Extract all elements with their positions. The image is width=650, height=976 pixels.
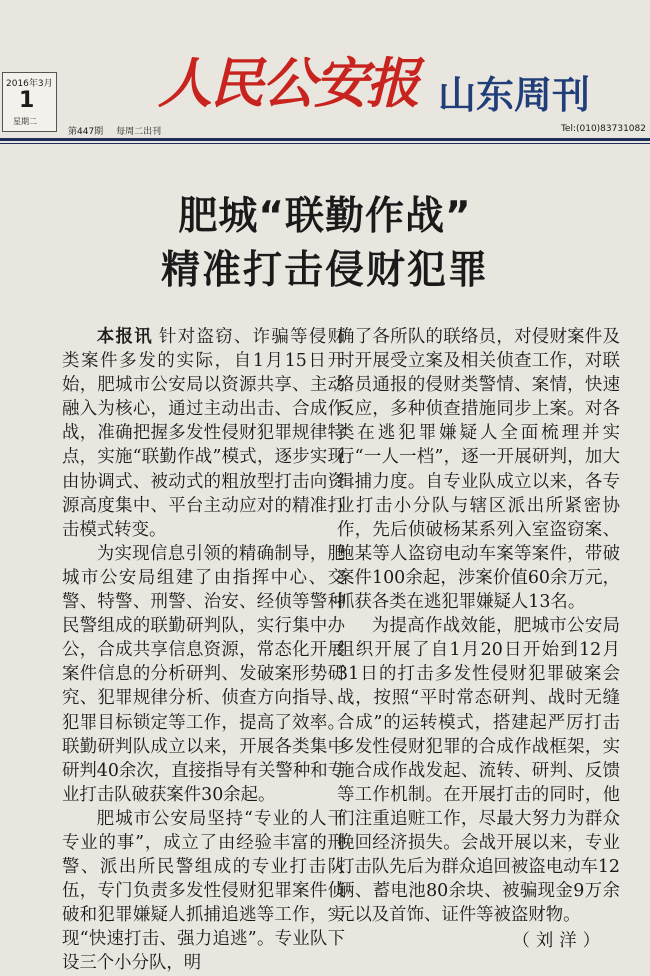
issue-info — [68, 124, 171, 137]
masthead-rule-thin — [0, 143, 650, 144]
headline-line-2: 精准打击侵财犯罪 — [160, 248, 489, 293]
paragraph-3-continued: 确了各所队的联络员，对侵财案件及时开展受立案及相关侦查工作，对联络员通报的侵财类警情、案情，快速反应，多种侦查措施同步上案。对各类在逃犯罪嫌疑人全面梳理并实行“一人一档”，逐一开展研判，加大缉捕力度。自专业队成立以来，各专业打击小分队与辖区派出所紧密协作，先后侦破杨某系列入室盗窃案、鲍某等人盗窃电动车案等案件，带破案件100余起，涉案价值60余万元，抓获各类在逃犯罪嫌疑人13名。 — [337, 327, 620, 613]
issue-number: 第447期 — [68, 127, 104, 137]
paragraph-2: 为实现信息引领的精确制导，肥城市公安局组建了由指挥中心、交警、特警、刑警、治安、经侦等警种民警组成的联勤研判队，实行集中办公，合成共享信息资源，常态化开展案件信息的分析研判、发破案形势研究、犯罪规律分析、侦查方向指导、犯罪目标锁定等工作，提高了效率。联勤研判队成立以来，开展各类集中研判40余次，直接指导有关警种和专业打击队破获案件30余起。 — [62, 543, 345, 805]
edition-title: 山东周刊 — [438, 73, 591, 117]
issue-frequency: 每周二出刊 — [116, 127, 162, 137]
paragraph-1 — [62, 325, 345, 542]
paragraph-1-text: 针对盗窃、诈骗等侵财类案件多发的实际，自1月15日开始，肥城市公安局以资源共享、主动融入为核心，通过主动出击、合成作战，准确把握多发性侵财犯罪规律特点，实施“联勤作战”模式，逐步实现由协调式、被动式的粗放型打击向资源高度集中、平台主动应对的精准打击模式转变。 — [62, 327, 345, 540]
paragraph-3: 肥城市公安局坚持“专业的人干专业的事”，成立了由经验丰富的刑警、派出所民警组成的专业打击队伍，专门负责多发性侵财犯罪案件侦破和犯罪嫌疑人抓捕追逃等工作，实现“快速打击、强力追逃”。专业队下设三个小分队，明 — [62, 808, 345, 974]
byline: （刘洋） — [512, 931, 606, 952]
date-year-month: 2016年3月 — [6, 79, 53, 89]
article-column-right — [337, 325, 620, 953]
paragraph-4: 为提高作战效能，肥城市公安局组织开展了自1月20日开始到12月31日的打击多发性侵财犯罪破案会战，按照“平时常态研判、战时无缝合成”的运转模式，搭建起严厉打击多发性侵财犯罪的合成作战框架，实施合成作战发起、流转、研判、反馈等工作机制。在开展打击的同时，他们注重追赃工作，尽最大努力为群众挽回经济损失。会战开展以来，专业打击队先后为群众追回被盗电动车12辆、蓄电池80余块、被骗现金9万余元以及首饰、证件等被盗财物。 — [337, 616, 620, 926]
headline-line-1: 肥城“联勤作战” — [178, 194, 472, 239]
telephone: Tel:(010)83731082 — [560, 124, 646, 134]
lead-label: 本报讯 — [96, 327, 153, 347]
date-day: 1 — [19, 88, 35, 113]
headline — [0, 192, 650, 300]
masthead-rule — [0, 138, 650, 141]
newspaper-logo: 人民公安报 — [158, 51, 418, 115]
date-weekday: 星期二 — [13, 117, 37, 126]
date-box — [2, 72, 57, 132]
article-column-left — [62, 325, 345, 976]
